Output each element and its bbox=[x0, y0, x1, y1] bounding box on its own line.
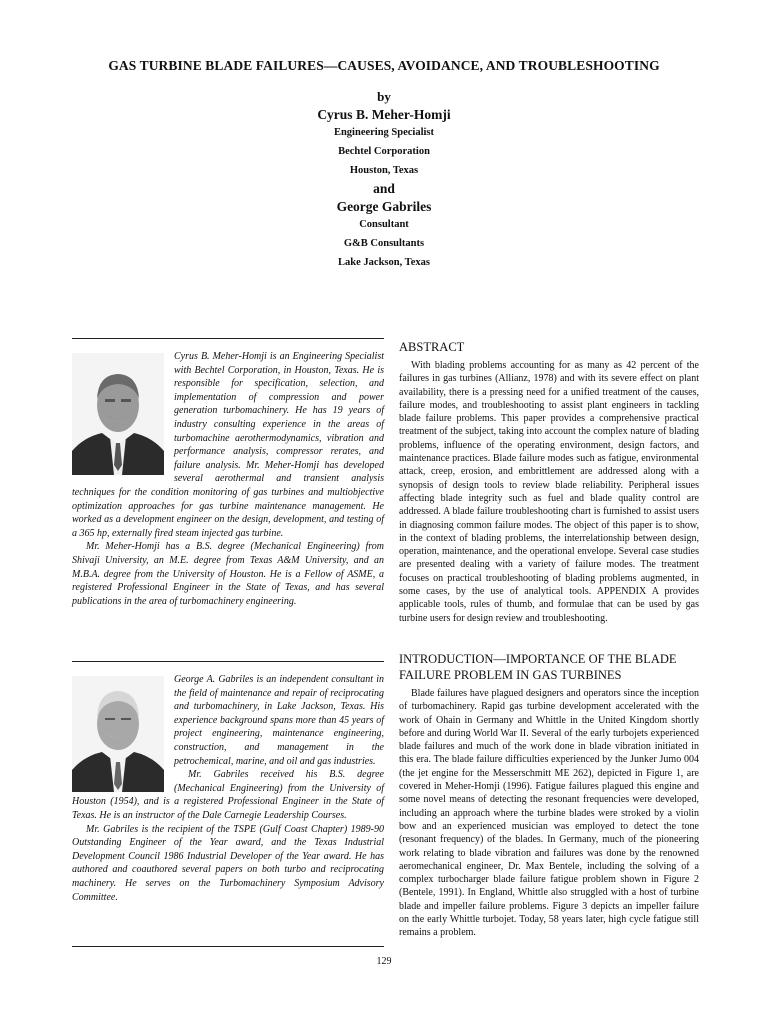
bio-middle-rule bbox=[72, 661, 384, 662]
author2-location: Lake Jackson, Texas bbox=[338, 257, 430, 268]
author1-name: Cyrus B. Meher-Homji bbox=[317, 107, 451, 122]
abstract-body: With blading problems accounting for as many as 42 percent of the failures in gas turbines (Allianz, 1978) and with its severe effect on plant availability, there is a pressing need for a unified treatment of the causes, failure modes, and troubleshooting to assist plant engineers in tackling blade failure problems. This paper provides a comprehensive practical treatment of the subject, taking into account the complex nature of blading problems, influence of the operating environment, design factors, and maintenance practices. Blade failure modes such as fatigue, environmental attack, creep, erosion, and embrittlement are addressed along with a synopsis of design tools to review blade reliability. Peripheral issues affecting blade integrity such as fuel and blade quality control are addressed. A blade failure troubleshooting chart is furnished to assist users in diagnosing common failure modes. The object of this paper is to show, in the context of blading problems, the interrelationship between design, operation, maintenance, and the operational envelope. Several case studies are presented dealing with a variety of failure modes. The treatment focuses on practical troubleshooting of blading problems augmented, in some cases, by the use of analytical tools. APPENDIX A provides applicable tools, rules of thumb, and formulae that can be used by gas turbine users for design review and troubleshooting. bbox=[399, 360, 699, 624]
introduction-section bbox=[399, 651, 699, 940]
author2-bio-paragraph: George A. Gabriles is an independent consultant in the field of maintenance and repair of reciprocating and turbomachinery, in Lake Jackson, Texas. His experience background spans more than 45 years of project engineering, maintenance engineering, construction, and management in the petrochemical, marine, and oil and gas industries. bbox=[174, 674, 384, 767]
author1-photo bbox=[72, 353, 164, 475]
author1-location: Houston, Texas bbox=[349, 165, 419, 176]
author2-bio-paragraph: Mr. Gabriles received his B.S. degree (Mechanical Engineering) from the University of Houston (1954), and is a registered Professional Engineer in the State of Texas. He is an instructor of the Dale Carnegie Leadership Courses. bbox=[72, 769, 384, 821]
author2-bio-paragraph: Mr. Gabriles is the recipient of the TSPE (Gulf Coast Chapter) 1989-90 Outstanding Engineer of the Year award, and the Texas Industrial Development Council 1986 Industrial Developer of the Year award. He has authored and coauthored several papers on both turbo and reciprocating machinery. He serves on the Turbomachinery Symposium Advisory Committee. bbox=[72, 823, 384, 903]
author2-role: Consultant bbox=[359, 219, 409, 230]
author1-org: Bechtel Corporation bbox=[338, 146, 430, 157]
author2-portrait-image bbox=[72, 676, 164, 792]
author1-bio bbox=[72, 350, 384, 608]
bio-top-rule bbox=[72, 338, 384, 339]
introduction-heading: INTRODUCTION—IMPORTANCE OF THE BLADE FAILURE PROBLEM IN GAS TURBINES bbox=[399, 652, 677, 682]
abstract-heading: ABSTRACT bbox=[399, 340, 465, 354]
author1-role: Engineering Specialist bbox=[333, 127, 435, 138]
paper-title: GAS TURBINE BLADE FAILURES—CAUSES, AVOIDANCE, AND TROUBLESHOOTING bbox=[108, 58, 660, 73]
bio-bottom-rule bbox=[72, 946, 384, 947]
author2-photo bbox=[72, 676, 164, 792]
author-conjunction: and bbox=[373, 181, 395, 196]
author1-portrait-image bbox=[72, 353, 164, 475]
page-number: 129 bbox=[376, 956, 392, 967]
author1-bio-paragraph: Mr. Meher-Homji has a B.S. degree (Mechanical Engineering) from Shivaji University, an M.E. degree from Texas A&M University, and an M.B.A. degree from the University of Houston. He is a Fellow of ASME, a registered Professional Engineer in the State of Texas, and has several publications in the area of turbomachinery engineering. bbox=[72, 541, 384, 607]
abstract-section bbox=[399, 339, 699, 625]
paper-header bbox=[0, 58, 768, 272]
author2-name: George Gabriles bbox=[336, 199, 432, 214]
byline: by bbox=[377, 89, 391, 104]
introduction-body: Blade failures have plagued designers and operators since the inception of turbomachinery. Rapid gas turbine development accelerated with the work of Ohain in Germany and Whittle in the United Kingdom shortly before and during World War II. Several of the early turbojets experienced blade failures and much of the work done in blade vibration initiated in this era. The blade failure difficulties experienced by the Junker Jumo 004 (the jet engine for the Messerschmitt ME 262), depicted in Figure 1, are covered in Meher-Homji (1996). Fatigue failures plagued this engine and some novel means of detecting the resonant frequencies were developed, including an approach where the turbine blades were stroked by a violin bow and an experienced musician was employed to detect the tone (resonant frequency) of the blades. In Germany, much of the pioneering work relating to blade vibration and failures was done by the renowned aeromechanical engineer, Dr. Max Bentele, including the solving of a complex turbocharger blade failure fatigue problem shown in Figure 2 (Bentele, 1991). In England, Whittle also struggled with a host of turbine blade and impeller failure problems. Figure 3 depicts an impeller failure on the early Whittle turbojet. Today, 58 years later, high cycle fatigue still remains a problem. bbox=[399, 688, 699, 939]
author2-org: G&B Consultants bbox=[343, 238, 425, 249]
author1-bio-paragraph: Cyrus B. Meher-Homji is an Engineering Specialist with Bechtel Corporation, in Houston, Texas. He is responsible for specification, selection, and implementation of compression and power generation turbomachinery. He has 19 years of industry consulting experience in the areas of turbomachine aerothermodynamics, vibration and performance analysis, compressor rerates, and failure analysis. Mr. Meher-Homji has developed several aerothermal and transient analysis techniques for the condition monitoring of gas turbines and multiobjective optimization approaches for gas turbine maintenance management. He worked as a development engineer on the design, development, and testing of a 365 hp, externally fired steam injected gas turbine. bbox=[72, 351, 384, 539]
author2-bio bbox=[72, 673, 384, 904]
